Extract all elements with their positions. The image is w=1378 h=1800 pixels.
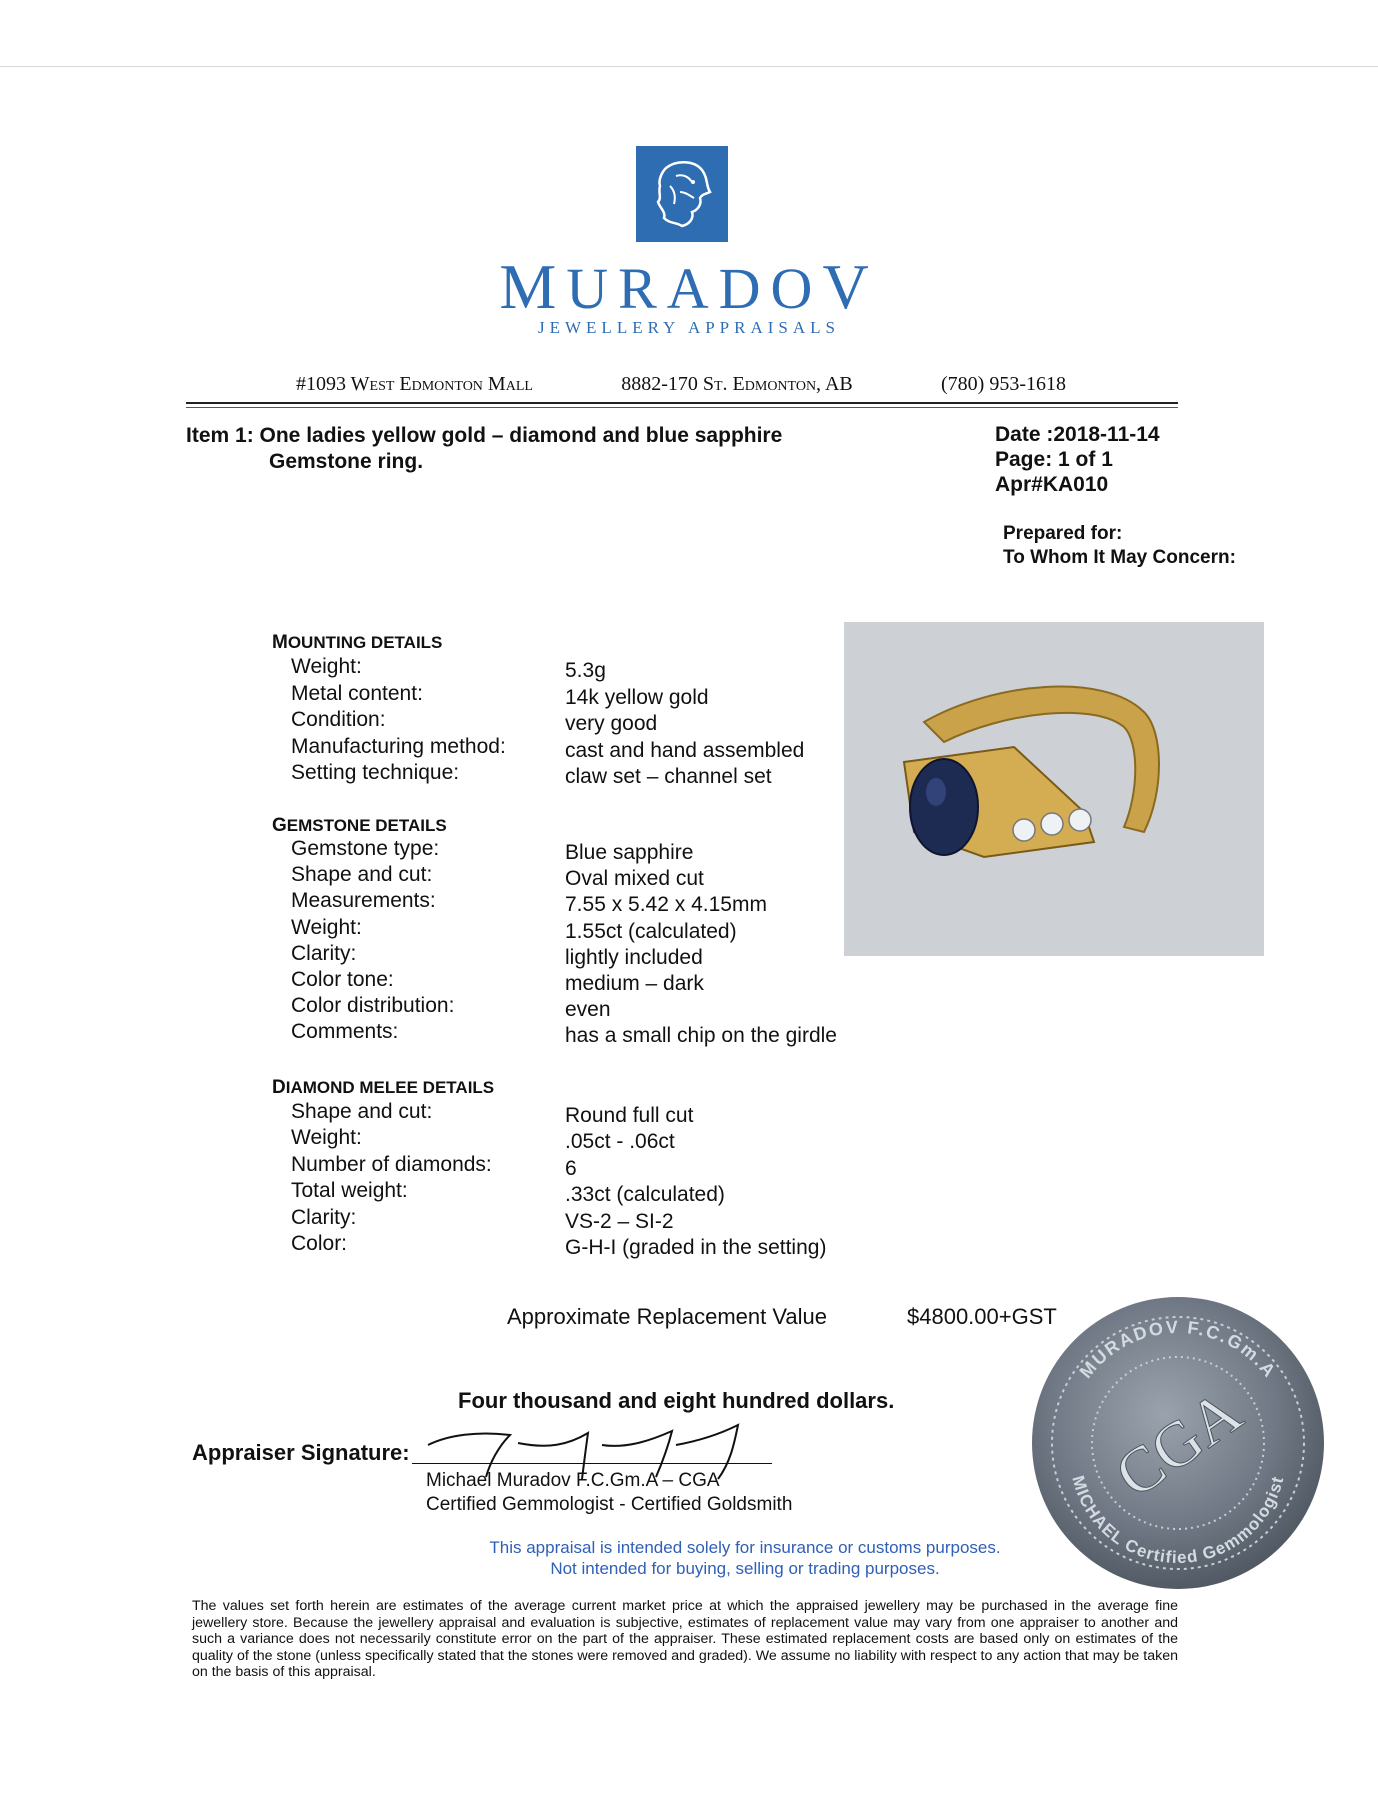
- mounting-label: Setting technique:: [291, 761, 460, 784]
- gemstone-label: Color tone:: [291, 968, 394, 991]
- melee-value: Round full cut: [565, 1104, 694, 1127]
- header-rule-thin: [186, 407, 1178, 408]
- gemstone-value: Oval mixed cut: [565, 867, 704, 891]
- melee-label: Total weight:: [291, 1179, 408, 1203]
- lion-head-icon: [636, 146, 728, 242]
- gemstone-details-heading: [272, 815, 447, 837]
- brand-middle: URADO: [566, 256, 823, 321]
- appraisal-number: Apr#KA010: [995, 473, 1109, 496]
- melee-value: .33ct (calculated): [565, 1183, 725, 1207]
- mounting-value: 5.3g: [565, 659, 606, 682]
- melee-heading-cap: D: [272, 1077, 286, 1098]
- melee-value: G-H-I (graded in the setting): [565, 1236, 827, 1259]
- gemstone-value: even: [565, 998, 611, 1022]
- mounting-label: Manufacturing method:: [291, 734, 506, 758]
- gemstone-label: Weight:: [291, 915, 362, 939]
- gemstone-label: Measurements:: [291, 889, 436, 913]
- mounting-heading-rest: OUNTING DETAILS: [287, 633, 443, 652]
- address-city: 8882-170 St. Edmonton, AB: [621, 373, 853, 395]
- melee-label: Color:: [291, 1232, 348, 1255]
- gemstone-value: medium – dark: [565, 972, 704, 995]
- replacement-value-label: Approximate Replacement Value: [507, 1304, 827, 1329]
- melee-details-heading: [272, 1077, 494, 1099]
- melee-heading-rest: IAMOND MELEE DETAILS: [285, 1078, 495, 1097]
- mounting-value: very good: [565, 712, 658, 735]
- appraisal-date: Date :2018-11-14: [995, 423, 1160, 446]
- gemstone-value: has a small chip on the girdle: [565, 1024, 837, 1048]
- appraiser-title: Certified Gemmologist - Certified Goldsmith: [426, 1494, 793, 1515]
- gemstone-value: 1.55ct (calculated): [565, 919, 737, 943]
- gemstone-heading-rest: EMSTONE DETAILS: [286, 816, 447, 835]
- mounting-value: 14k yellow gold: [565, 685, 709, 709]
- mounting-label: Weight:: [291, 655, 362, 678]
- brand-name: [0, 250, 1378, 324]
- gemstone-label: Comments:: [291, 1020, 399, 1044]
- page-number: Page: 1 of 1: [995, 448, 1113, 471]
- brand-final: V: [822, 251, 879, 322]
- mounting-details-heading: [272, 632, 442, 654]
- mounting-value: claw set – channel set: [565, 765, 772, 788]
- gemstone-value: lightly included: [565, 945, 703, 969]
- page-top-border: [0, 66, 1378, 67]
- prepared-for-label: Prepared for:: [1003, 523, 1123, 544]
- address-phone: (780) 953-1618: [941, 373, 1066, 395]
- brand-initial: M: [499, 251, 567, 322]
- gemstone-value: 7.55 x 5.42 x 4.15mm: [565, 893, 767, 917]
- mounting-heading-cap: M: [272, 632, 288, 653]
- gemstone-label: Color distribution:: [291, 994, 455, 1018]
- address-line: [186, 373, 1176, 396]
- mounting-value: cast and hand assembled: [565, 738, 805, 762]
- melee-value: 6: [565, 1156, 577, 1180]
- brand-subtitle: JEWELLERY APPRAISALS: [538, 318, 840, 337]
- melee-label: Clarity:: [291, 1205, 357, 1229]
- melee-label: Weight:: [291, 1126, 362, 1150]
- ring-photo: [844, 622, 1264, 956]
- address-street: #1093 West Edmonton Mall: [296, 373, 533, 395]
- gemstone-value: Blue sapphire: [565, 841, 694, 864]
- melee-value: VS-2 – SI-2: [565, 1209, 674, 1233]
- signature-label: Appraiser Signature:: [192, 1440, 410, 1465]
- header-rule: [186, 402, 1178, 404]
- legal-disclaimer: The values set forth herein are estimates of the average current market price at which the appraised jewellery may be purchased in the average fine jewellery store. Because the jewellery appraisal and evaluation is subjective, estimates of replacement value may vary from one appraiser to another and such a variance does not necessarily constitute error on the part of the appraiser. These estimated replacement costs are based only on estimates of the quality of the stone (unless specifically stated that the stones were removed and graded). We assume no liability with respect to any action that may be taken on the basis of this appraisal.: [192, 1598, 1178, 1681]
- seal-ring-bottom: MICHAEL Certified Gemmologist: [1068, 1473, 1288, 1568]
- item-description-cont: Gemstone ring.: [269, 450, 424, 473]
- prepared-for-recipient: To Whom It May Concern:: [1003, 547, 1236, 568]
- melee-label: Shape and cut:: [291, 1100, 433, 1123]
- seal-center-text: CGA: [1102, 1375, 1254, 1512]
- gemstone-heading-cap: G: [272, 815, 287, 836]
- mounting-label: Condition:: [291, 708, 386, 731]
- purpose-notice-line1: This appraisal is intended solely for insurance or customs purposes.: [489, 1538, 1001, 1557]
- gemstone-label: Clarity:: [291, 941, 357, 965]
- melee-value: .05ct - .06ct: [565, 1130, 675, 1154]
- appraiser-name: Michael Muradov F.C.Gm.A – CGA: [426, 1470, 720, 1491]
- replacement-value-amount: $4800.00+GST: [907, 1304, 1057, 1329]
- gemstone-label: Shape and cut:: [291, 863, 433, 887]
- embossed-seal: [1030, 1295, 1326, 1591]
- value-in-words: Four thousand and eight hundred dollars.: [458, 1388, 895, 1413]
- gemstone-label: Gemstone type:: [291, 837, 440, 860]
- mounting-label: Metal content:: [291, 681, 423, 705]
- melee-label: Number of diamonds:: [291, 1152, 492, 1176]
- signature-line: [412, 1463, 772, 1464]
- seal-ring-top: MURADOV F.C.Gm.A: [1075, 1316, 1281, 1382]
- item-description: Item 1: One ladies yellow gold – diamond and blue sapphire: [186, 424, 783, 447]
- purpose-notice-line2: Not intended for buying, selling or trading purposes.: [550, 1559, 940, 1578]
